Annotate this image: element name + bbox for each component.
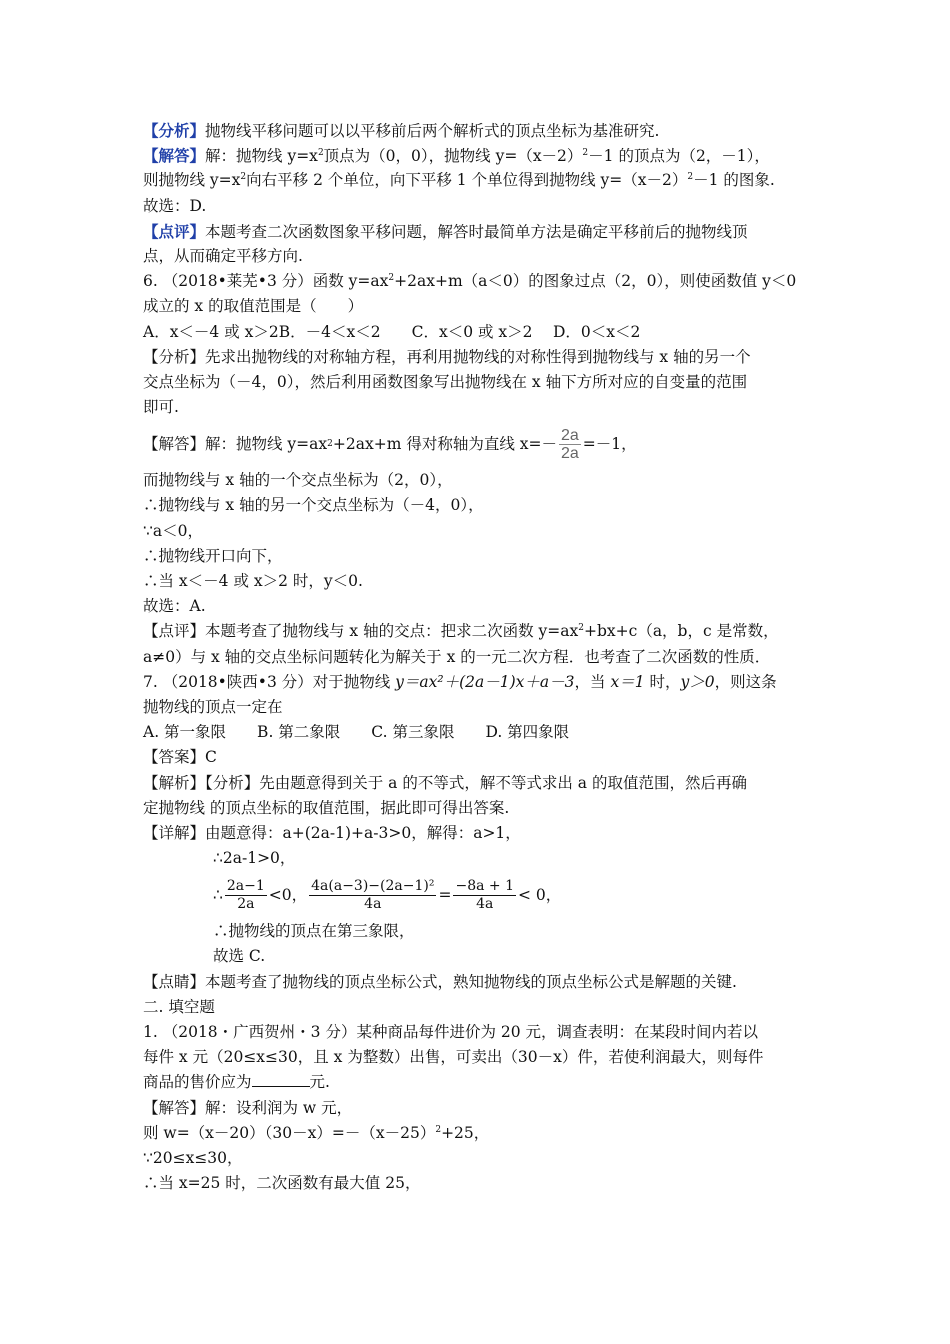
inequality-text: < 0， (518, 885, 562, 904)
q6-stem-line-2: 成立的 x 的取值范围是（ ） (143, 297, 364, 316)
q7-condition-y: y＞0 (680, 672, 715, 691)
q6-step-5: ∴当 x＜－4 或 x＞2 时，y＜0. (143, 572, 363, 590)
q6-choice: 故选：A. (143, 597, 206, 616)
q6-step-2: ∴抛物线与 x 轴的另一个交点坐标为（－4，0）， (143, 496, 484, 515)
s2-stem-text: 商品的售价应为 (143, 1073, 252, 1092)
q6-step-4: ∴抛物线开口向下， (143, 546, 283, 565)
q7-detail-line-2: ∴2a-1>0， (213, 849, 296, 868)
s2-stem-line-1: 1. （2018・广西贺州・3 分）某种商品每件进价为 20 元，调查表明：在某段时间内若以 (143, 1023, 759, 1041)
s2-stem-text: 元. (309, 1073, 330, 1092)
document-content (143, 118, 823, 1196)
s2-answer-line-2 (143, 1121, 823, 1146)
answer-blank (252, 1070, 310, 1087)
q6-analysis-line-1: 【分析】先求出抛物线的对称轴方程，再利用抛物线的对称性得到抛物线与 x 轴的另一个 (143, 347, 751, 366)
q5-answer-line-1 (143, 143, 823, 168)
exponent: 2 (240, 172, 247, 183)
fraction-denominator: 2a (237, 895, 255, 912)
inequality-text: <0， (268, 885, 308, 904)
q7-stem-text: 时， (644, 672, 681, 691)
q6-step-3: ∵a＜0， (143, 521, 203, 540)
q6-answer-text: +2ax+m 得对称轴为直线 x=－ (332, 434, 557, 453)
q6-answer-line: 【解答】解：抛物线 y=ax 2 +2ax+m 得对称轴为直线 x=－ $\frac{2a}{2a}$ =－1， (143, 426, 637, 462)
q7-point: 【点睛】本题考查了抛物线的顶点坐标公式，熟知抛物线的顶点坐标公式是解题的关键. (143, 972, 737, 991)
analysis-tag: 【分析】 (143, 121, 206, 140)
q7-detail-line-3 (143, 871, 823, 919)
q7-stem-line-2: 抛物线的顶点一定在 (143, 697, 283, 716)
q7-stem-line-1 (143, 670, 823, 695)
equals-sign: = (438, 885, 452, 904)
q6-options: A．x＜－4 或 x＞2B．－4＜x＜2 C．x＜0 或 x＞2 D．0＜x＜2 (143, 322, 641, 341)
q6-comment-text: +bx+c（a，b，c 是常数， (584, 622, 779, 641)
comment-tag: 【点评】 (143, 221, 206, 241)
fraction-3 (453, 878, 516, 913)
s2-stem-line-2: 每件 x 元（20≤x≤30，且 x 为整数）出售，可卖出（30－x）件，若使利润最大，则每件 (143, 1048, 764, 1067)
s2-answer-text: 则 w=（x－20）（30－x）=－（x－25） (143, 1123, 436, 1142)
q5-answer-text: 解：抛物线 y=x (205, 147, 318, 166)
q6-analysis-line-2: 交点坐标为（－4，0），然后利用函数图象写出抛物线在 x 轴下方所对应的自变量的范围 (143, 372, 748, 391)
q7-detail-line-1: 【详解】由题意得：a+(2a-1)+a-3>0，解得：a>1， (143, 823, 521, 842)
q7-condition-x: x＝1 (610, 672, 645, 691)
q5-answer-text: －1 的顶点为（2，－1）， (588, 147, 770, 166)
q7-stem-text: ，当 (574, 672, 611, 691)
q6-comment-line-1 (143, 619, 823, 644)
q6-step-1: 而抛物线与 x 轴的一个交点坐标为（2，0）， (143, 471, 453, 490)
fraction-denominator: 4a (364, 895, 382, 912)
q5-answer-text: 顶点为（0，0），抛物线 y=（x－2） (323, 147, 583, 166)
therefore-symbol: ∴ (213, 885, 223, 904)
q7-stem-text: ，则这条 (714, 672, 777, 691)
q7-detail-line-5: 故选 C. (213, 947, 266, 966)
fraction-1 (225, 878, 267, 913)
axis-fraction (559, 427, 581, 462)
exponent: 2 (578, 623, 584, 634)
q7-formula: y＝ax²＋(2a－1)x＋a－3 (395, 672, 575, 691)
q6-comment-text: 【点评】本题考查了抛物线与 x 轴的交点：把求二次函数 y=ax (143, 622, 579, 641)
q5-answer-line-2 (143, 168, 823, 193)
q7-stem-text: 7. （2018•陕西•3 分）对于抛物线 (143, 672, 396, 691)
fraction-denominator: 4a (476, 895, 494, 912)
q7-detail-line-4: ∴抛物线的顶点在第三象限， (213, 922, 415, 941)
q5-comment-line-2: 点，从而确定平移方向. (143, 246, 303, 265)
q5-comment-line-1 (143, 219, 823, 244)
fraction-numerator: 4a(a−3)−(2a−1)² (311, 877, 435, 894)
exponent: 2 (317, 148, 324, 159)
s2-answer-text: +25， (441, 1123, 490, 1142)
exponent: 2 (388, 272, 395, 283)
q5-analysis-text: 抛物线平移问题可以以平移前后两个解析式的顶点坐标为基准研究. (205, 122, 660, 140)
q6-stem-line-1 (143, 269, 823, 294)
q6-answer-text: 【解答】解：抛物线 y=ax (143, 434, 328, 453)
answer-tag: 【解答】 (143, 146, 206, 166)
exponent: 2 (687, 172, 694, 183)
s2-answer-line-3: ∵20≤x≤30， (143, 1148, 243, 1167)
q7-options: A. 第一象限 B. 第二象限 C. 第三象限 D. 第四象限 (143, 723, 570, 742)
q7-analysis-line-1: 【解析】【分析】先由题意得到关于 a 的不等式，解不等式求出 a 的取值范围，然后再确 (143, 773, 747, 792)
q6-comment-line-2: a≠0）与 x 轴的交点坐标问题转化为解关于 x 的一元二次方程．也考查了二次函数的性质． (143, 647, 771, 666)
exponent: 2 (435, 1124, 442, 1135)
q5-comment-text: 本题考查二次函数图象平移问题，解答时最简单方法是确定平移前后的抛物线顶 (205, 222, 748, 241)
fraction-denominator: 2a (561, 444, 579, 462)
fraction-numerator: −8a + 1 (455, 877, 514, 894)
s2-answer-line-4: ∴当 x=25 时，二次函数有最大值 25， (143, 1174, 421, 1193)
section-heading: 二. 填空题 (143, 997, 215, 1016)
q6-analysis-line-3: 即可. (143, 398, 179, 417)
q6-stem-text: 6. （2018•莱芜•3 分）函数 y=ax (143, 272, 389, 291)
s2-stem-line-3 (143, 1070, 823, 1095)
q6-answer-text: =－1， (582, 434, 637, 453)
exponent: 2 (582, 148, 589, 159)
s2-answer-line-1: 【解答】解：设利润为 w 元， (143, 1098, 353, 1117)
q6-stem-text: +2ax+m（a＜0）的图象过点（2，0），则使函数值 y＜0 (394, 272, 797, 291)
q5-analysis (143, 118, 823, 143)
fraction-numerator: 2a (561, 426, 579, 444)
q5-answer-text: 向右平移 2 个单位，向下平移 1 个单位得到抛物线 y=（x－2） (246, 171, 688, 190)
q5-answer-text: 则抛物线 y=x (143, 171, 241, 190)
q7-answer: 【答案】C (143, 748, 217, 767)
q7-analysis-line-2: 定抛物线 的顶点坐标的取值范围，据此即可得出答案. (143, 798, 510, 817)
q5-choice: 故选：D. (143, 196, 207, 215)
q5-answer-text: －1 的图象. (693, 171, 775, 190)
fraction-numerator: 2a−1 (226, 877, 265, 894)
fraction-2 (309, 878, 436, 913)
